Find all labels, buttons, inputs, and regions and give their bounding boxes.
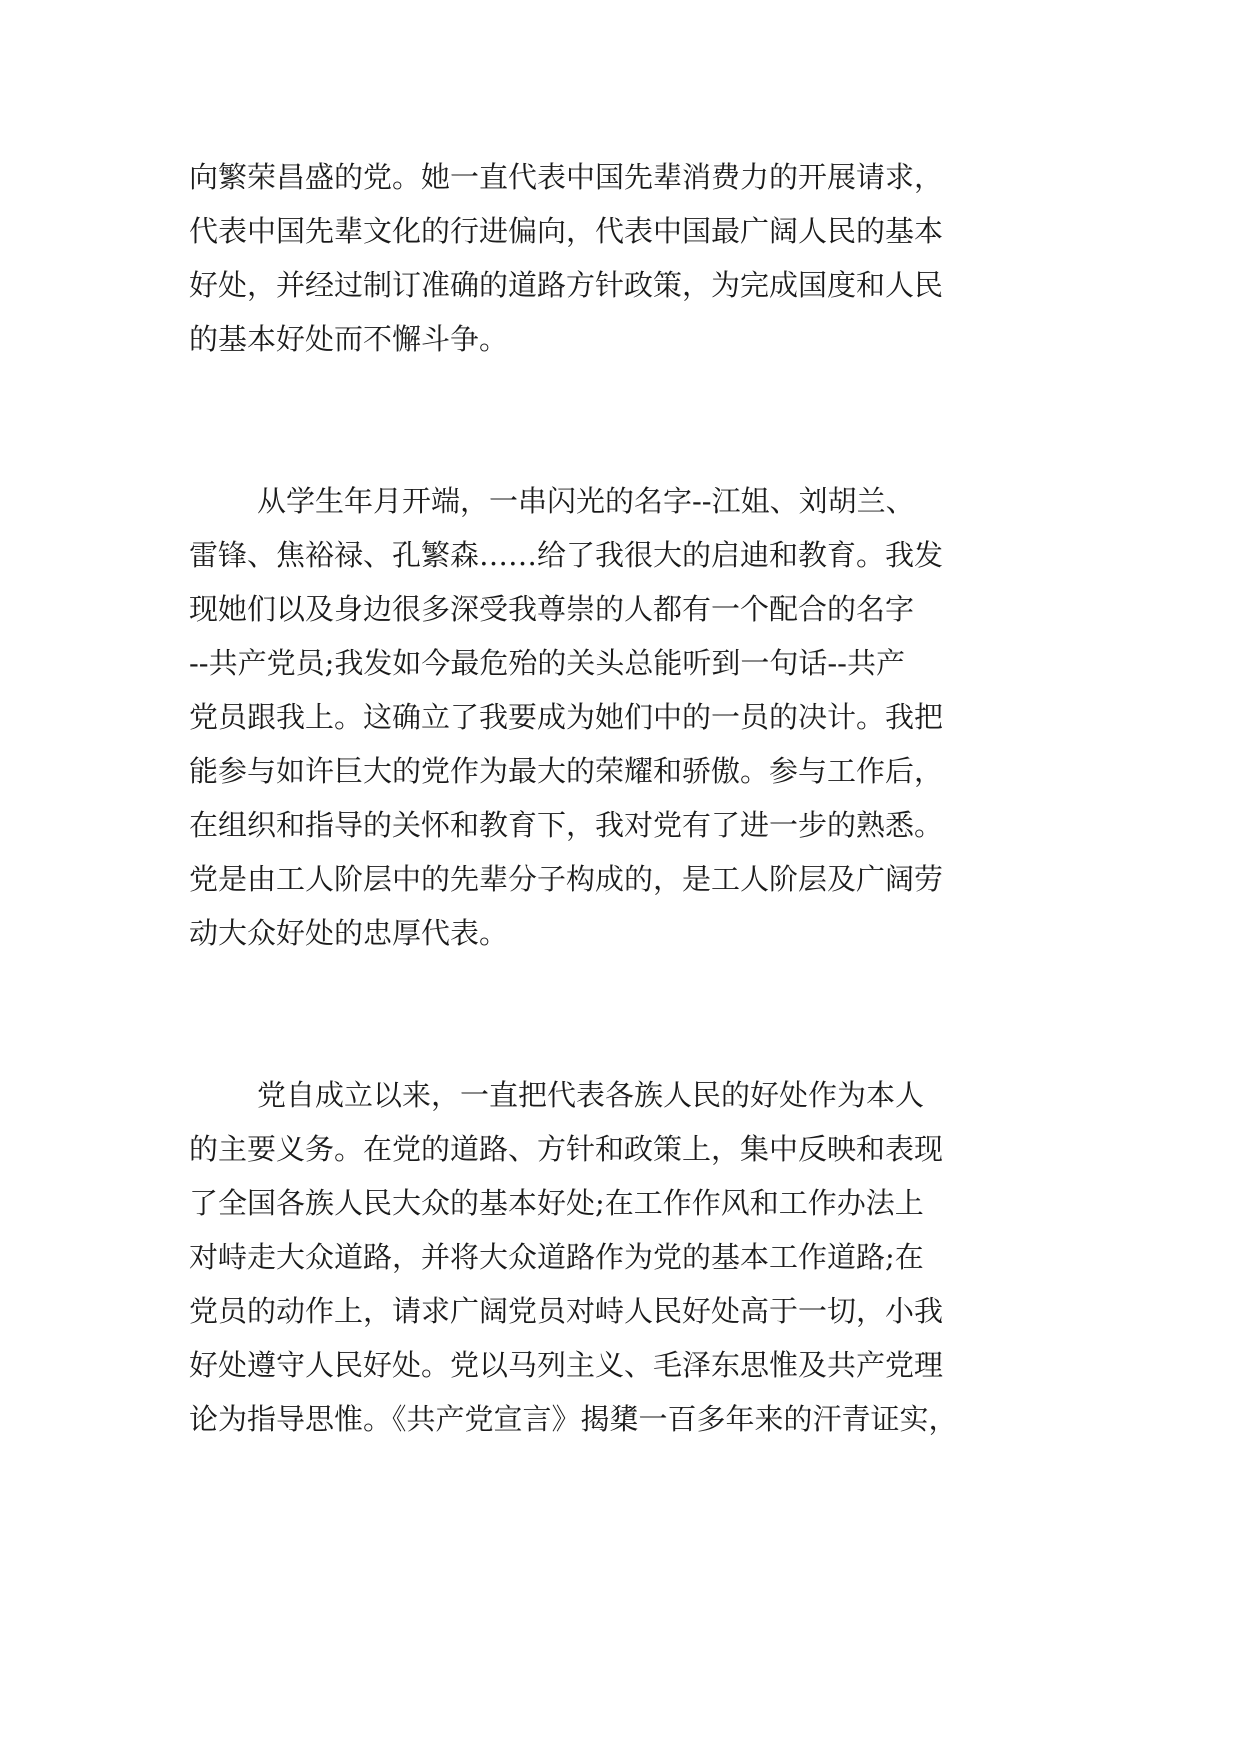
text-line: 动大众好处的忠厚代表。 — [189, 916, 509, 950]
text-line: 了全国各族人民大众的基本好处;在工作作风和工作办法上 — [189, 1186, 924, 1220]
text-line: 党是由工人阶层中的先辈分子构成的，是工人阶层及广阔劳 — [189, 862, 944, 896]
text-line: 好处遵守人民好处。党以马列主义、毛泽东思惟及共产党理 — [189, 1348, 944, 1382]
text-line: 对峙走大众道路，并将大众道路作为党的基本工作道路;在 — [189, 1240, 924, 1274]
text-line: 论为指导思惟。《共产党宣言》揭橥一百多年来的汗青证实， — [189, 1402, 958, 1436]
text-line: 从学生年月开端，一串闪光的名字--江姐、刘胡兰、 — [257, 484, 915, 518]
text-line: 现她们以及身边很多深受我尊崇的人都有一个配合的名字 — [189, 592, 915, 626]
paragraph-3 — [189, 1068, 1055, 1446]
paragraph-2 — [189, 474, 1055, 960]
text-line: 向繁荣昌盛的党。她一直代表中国先辈消费力的开展请求， — [189, 160, 944, 194]
text-line: 的主要义务。在党的道路、方针和政策上，集中反映和表现 — [189, 1132, 944, 1166]
text-line: 代表中国先辈文化的行进偏向，代表中国最广阔人民的基本 — [189, 214, 944, 248]
document-body — [189, 150, 1055, 1446]
text-line: 好处，并经过制订准确的道路方针政策，为完成国度和人民 — [189, 268, 944, 302]
text-line: 雷锋、焦裕禄、孔繁森……给了我很大的启迪和教育。我发 — [189, 538, 944, 572]
paragraph-gap — [189, 960, 1055, 1068]
text-line: --共产党员;我发如今最危殆的关头总能听到一句话--共产 — [189, 646, 905, 680]
text-line: 的基本好处而不懈斗争。 — [189, 322, 509, 356]
paragraph-1 — [189, 150, 1055, 366]
text-line: 能参与如许巨大的党作为最大的荣耀和骄傲。参与工作后， — [189, 754, 944, 788]
paragraph-gap — [189, 366, 1055, 474]
text-line: 党自成立以来，一直把代表各族人民的好处作为本人 — [257, 1078, 925, 1112]
text-line: 党员跟我上。这确立了我要成为她们中的一员的决计。我把 — [189, 700, 944, 734]
text-line: 党员的动作上，请求广阔党员对峙人民好处高于一切，小我 — [189, 1294, 944, 1328]
text-line: 在组织和指导的关怀和教育下，我对党有了进一步的熟悉。 — [189, 808, 944, 842]
